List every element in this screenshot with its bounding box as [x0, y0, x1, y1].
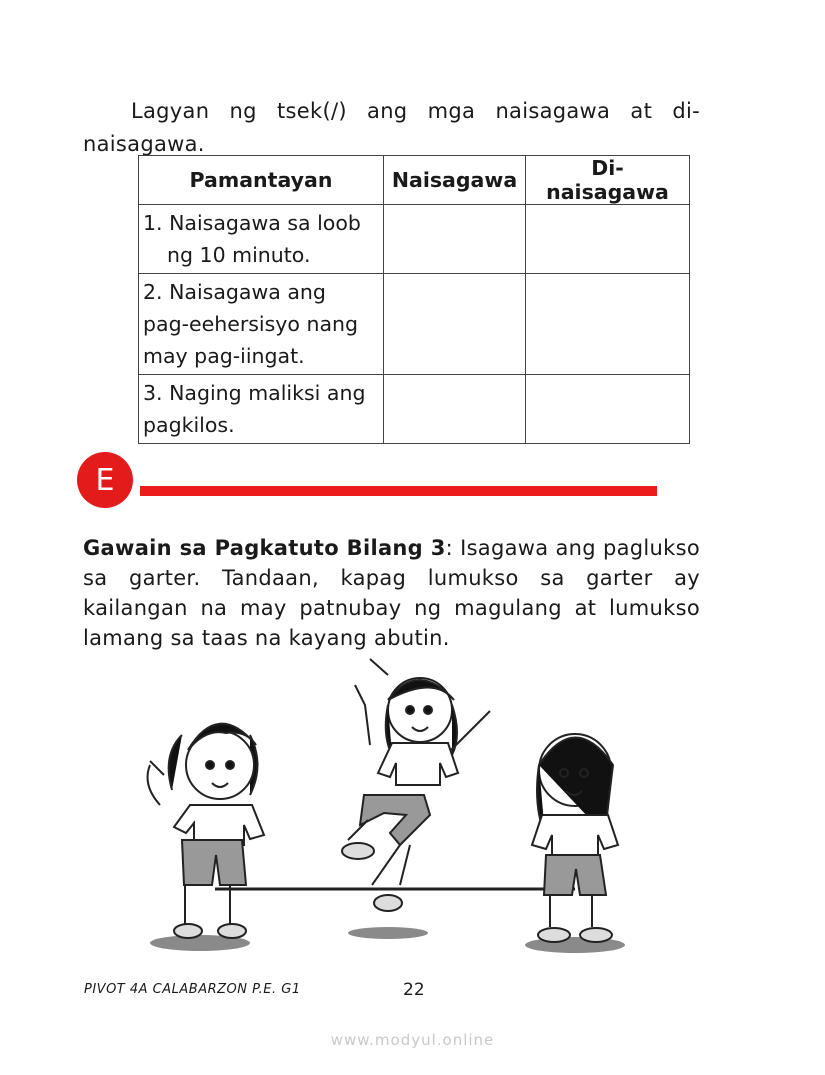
table-header-row: [139, 156, 690, 205]
activity-body: : Isagawa ang paglukso sa garter. Tandaan, kapag lumukso sa garter ay kailangan na may patnubay ng magulang at lumukso lamang sa taas na kayang abutin.: [83, 536, 700, 650]
header-naisagawa: Naisagawa: [384, 156, 526, 205]
naisagawa-check-cell[interactable]: [384, 274, 526, 375]
naisagawa-check-cell[interactable]: [384, 375, 526, 444]
criterion-line: 2. Naisagawa ang: [143, 280, 326, 304]
checklist-table: [138, 155, 690, 444]
section-divider: [140, 486, 657, 496]
di-naisagawa-check-cell[interactable]: [526, 274, 690, 375]
activity-title: Gawain sa Pagkatuto Bilang 3: [83, 536, 446, 560]
page-number: 22: [403, 980, 425, 1000]
criterion-cell: [139, 205, 384, 274]
footer-source: PIVOT 4A CALABARZON P.E. G1: [84, 982, 301, 997]
criterion-line: pag-eehersisyo nang: [143, 312, 359, 336]
criterion-cell: [139, 274, 384, 375]
criterion-line: 1. Naisagawa sa loob: [143, 211, 361, 235]
header-di-naisagawa: Di-naisagawa: [526, 156, 690, 205]
table-row: [139, 274, 690, 375]
instruction-text: Lagyan ng tsek(/) ang mga naisagawa at di-naisagawa.: [83, 99, 700, 156]
criterion-line: ng 10 minuto.: [167, 243, 311, 267]
section-badge: E: [77, 452, 133, 508]
activity-text: [83, 533, 700, 653]
table-row: [139, 375, 690, 444]
criterion-cell: [139, 375, 384, 444]
criterion-line: pagkilos.: [143, 413, 235, 437]
criterion-line: 3. Naging maliksi ang: [143, 381, 366, 405]
children-jumping-garter-illustration: [130, 655, 630, 955]
di-naisagawa-check-cell[interactable]: [526, 375, 690, 444]
table-row: [139, 205, 690, 274]
naisagawa-check-cell[interactable]: [384, 205, 526, 274]
criterion-line: may pag-iingat.: [143, 344, 305, 368]
watermark: www.modyul.online: [330, 1031, 495, 1049]
di-naisagawa-check-cell[interactable]: [526, 205, 690, 274]
header-pamantayan: Pamantayan: [139, 156, 384, 205]
